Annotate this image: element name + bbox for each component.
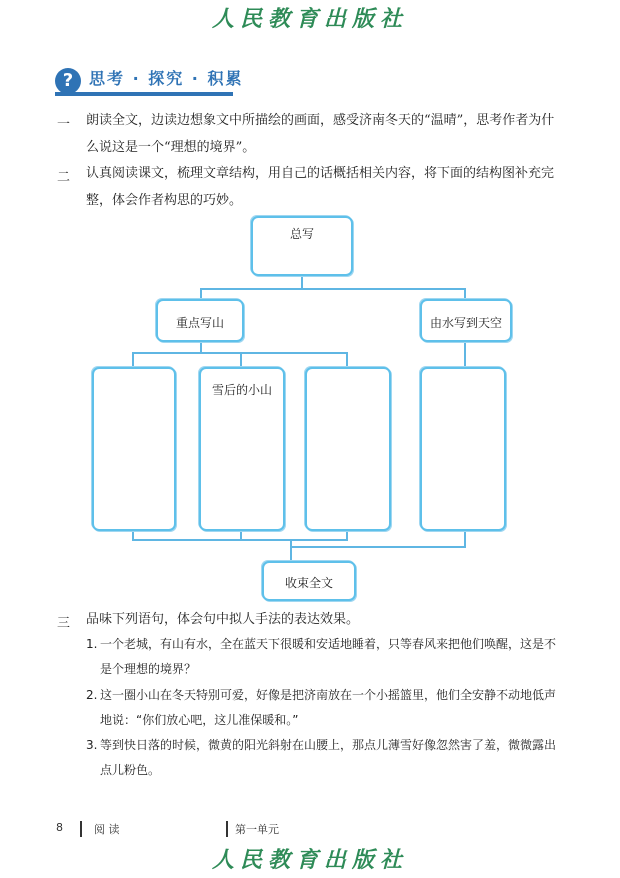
connector-line <box>464 530 466 547</box>
diagram-box-leaf-3[interactable] <box>305 367 391 531</box>
diagram-box-branch-right <box>420 299 512 342</box>
question-3-number: 三 <box>57 616 71 631</box>
diagram-box-leaf-2-label: 雪后的小山 <box>211 383 272 397</box>
footer-divider <box>80 821 82 837</box>
question-2-text: 认真阅读课文，梳理文章结构，用自己的话概括相关内容，将下面的结构图补充完整，体会作者构思的巧妙。 <box>86 166 555 208</box>
diagram-box-branch-left <box>156 299 244 342</box>
footer-divider <box>226 821 228 837</box>
sentence-item-2 <box>86 683 556 733</box>
question-2-number: 二 <box>57 170 71 185</box>
diagram-box-leaf-1[interactable] <box>92 367 176 531</box>
question-1-text: 朗读全文，边读边想象文中所描绘的画面，感受济南冬天的“温晴”，思考作者为什么说这是一个“理想的境界”。 <box>86 113 555 155</box>
diagram-box-bottom-label: 收束全文 <box>284 576 333 590</box>
connector-line <box>132 539 348 541</box>
publisher-logo-top: 人民教育出版社 <box>211 6 408 32</box>
footer-unit: 第一单元 <box>235 823 279 836</box>
connector-line <box>346 352 348 368</box>
diagram-box-leaf-2 <box>199 367 285 531</box>
diagram-box-branch-right-label: 由水写到天空 <box>429 316 502 330</box>
connector-line <box>301 275 303 289</box>
sentence-number: 3. <box>86 738 98 752</box>
connector-line <box>132 352 134 368</box>
sentence-number: 2. <box>86 688 98 702</box>
connector-line <box>200 288 466 290</box>
sentence-number: 1. <box>86 637 98 651</box>
diagram-box-branch-left-label: 重点写山 <box>175 316 224 330</box>
footer-section: 阅 读 <box>94 823 120 836</box>
connector-line <box>290 546 292 562</box>
publisher-logo-bottom: 人民教育出版社 <box>211 847 408 873</box>
sentence-text: 一个老城，有山有水，全在蓝天下很暖和安适地睡着，只等春风来把他们唤醒，这是不是个理想的境界？ <box>100 637 557 676</box>
connector-line <box>240 352 242 368</box>
section-title: 思考 · 探究 · 积累 <box>89 69 244 88</box>
page-number: 8 <box>56 821 63 834</box>
sentence-text: 等到快日落的时候，微黄的阳光斜射在山腰上，那点儿薄雪好像忽然害了羞，微微露出点儿粉色。 <box>100 738 557 777</box>
sentence-item-3 <box>86 733 556 783</box>
question-circle-icon: ? <box>55 68 81 94</box>
question-1-number: 一 <box>57 117 71 132</box>
sentence-item-1 <box>86 632 556 682</box>
diagram-box-root-label: 总写 <box>289 227 314 241</box>
sentence-text: 这一圈小山在冬天特别可爱，好像是把济南放在一个小摇篮里，他们全安静不动地低声地说：“你们放心吧，这儿准保暖和。” <box>100 688 557 727</box>
section-underline <box>55 92 233 96</box>
diagram-box-bottom <box>262 561 356 601</box>
connector-line <box>464 341 466 368</box>
diagram-box-leaf-4[interactable] <box>420 367 506 531</box>
question-3-text: 品味下列语句，体会句中拟人手法的表达效果。 <box>86 612 360 627</box>
connector-line <box>290 546 466 548</box>
diagram-box-root <box>251 216 353 276</box>
